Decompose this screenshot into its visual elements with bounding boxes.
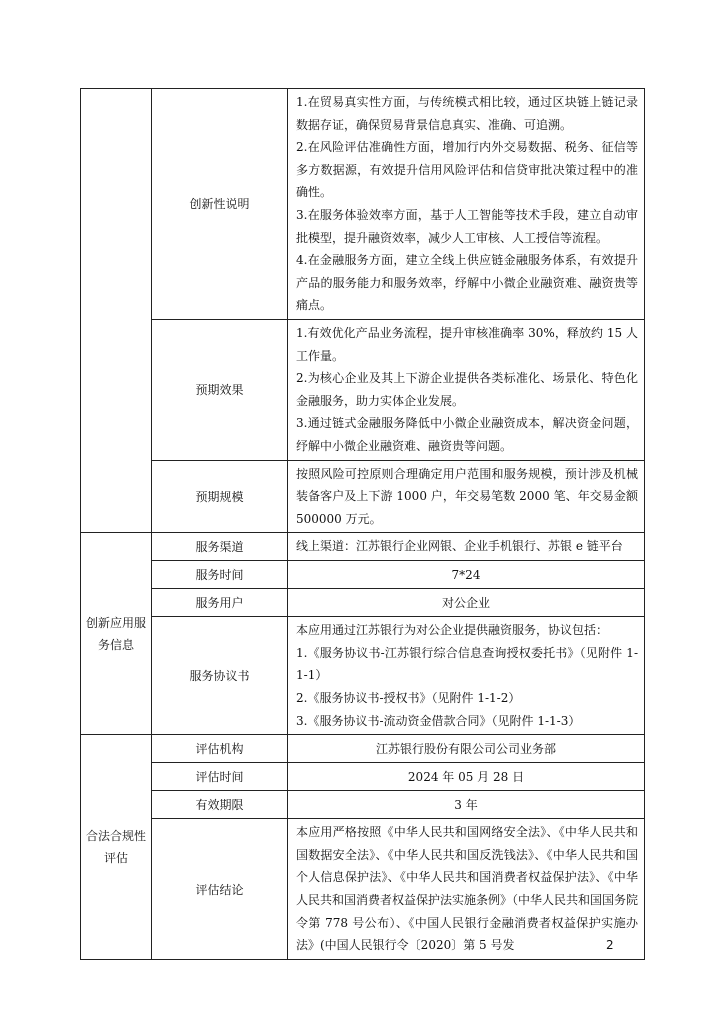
label-agreement: 服务协议书: [152, 617, 288, 735]
row-channel: [81, 533, 645, 561]
section-service-info: 创新应用服务信息: [81, 533, 152, 735]
cell-expected-scale: [288, 460, 645, 533]
paragraph: 本应用通过江苏银行为对公企业提供融资服务，协议包括：: [296, 623, 609, 638]
section-compliance: 合法合规性评估: [81, 735, 152, 960]
label-eval-conclusion: 评估结论: [152, 819, 288, 960]
cell-innovation-desc: [288, 89, 645, 320]
value-channel: 线上渠道：江苏银行企业网银、企业手机银行、苏银 e 链平台: [288, 533, 645, 561]
paragraph: 2.《服务协议书-授权书》（见附件 1-1-2）: [296, 691, 521, 706]
row-service-time: [81, 561, 645, 589]
paragraph: 1.《服务协议书-江苏银行综合信息查询授权委托书》（见附件 1-1-1）: [296, 645, 638, 683]
cell-eval-conclusion: [288, 819, 645, 960]
label-expected-scale: 预期规模: [152, 460, 288, 533]
paragraph: 1.有效优化产品业务流程，提升审核准确率 30%，释放约 15 人工作量。: [296, 325, 638, 363]
info-table: [80, 88, 645, 960]
value-service-users: 对公企业: [288, 589, 645, 617]
label-service-time: 服务时间: [152, 561, 288, 589]
page-number: 2: [606, 938, 614, 952]
label-eval-time: 评估时间: [152, 763, 288, 791]
value-service-time: 7*24: [288, 561, 645, 589]
value-eval-time: 2024 年 05 月 28 日: [288, 763, 645, 791]
paragraph: 本应用严格按照《中华人民共和国网络安全法》、《中华人民共和国数据安全法》、《中华人民共和国反洗钱法》、《中华人民共和国个人信息保护法》、《中华人民共和国消费者权益保护法》、《中华人民共和国消费者权益保护法实施条例》（中华人民共和国国务院令第 778 号公布）、《中国人民银行金融消费者权益保护实施办法》(中国人民银行令〔2020〕第 5 号发: [296, 825, 639, 953]
label-service-users: 服务用户: [152, 589, 288, 617]
row-eval-org: [81, 735, 645, 763]
row-expected-effect: [81, 319, 645, 460]
paragraph: 4.在金融服务方面，建立全线上供应链金融服务体系，有效提升产品的服务能力和服务效率，纾解中小微企业融资难、融资贵等痛点。: [296, 253, 638, 313]
label-eval-org: 评估机构: [152, 735, 288, 763]
label-expected-effect: 预期效果: [152, 319, 288, 460]
value-eval-org: 江苏银行股份有限公司公司业务部: [288, 735, 645, 763]
label-innovation-desc: 创新性说明: [152, 89, 288, 320]
paragraph: 3.《服务协议书-流动资金借款合同》（见附件 1-1-3）: [296, 713, 581, 728]
paragraph: 按照风险可控原则合理确定用户范围和服务规模，预计涉及机械装备客户及上下游 1000 户，年交易笔数 2000 笔、年交易金额 500000 万元。: [296, 466, 638, 526]
cell-agreement: [288, 617, 645, 735]
section-innovation-continued: [81, 89, 152, 533]
row-agreement: [81, 617, 645, 735]
cell-expected-effect: [288, 319, 645, 460]
paragraph: 3.通过链式金融服务降低中小微企业融资成本，解决资金问题，纾解中小微企业融资难、融资贵等问题。: [296, 416, 638, 453]
row-eval-conclusion: [81, 819, 645, 960]
paragraph: 3.在服务体验效率方面，基于人工智能等技术手段，建立自动审批模型，提升融资效率，减少人工审核、人工授信等流程。: [296, 207, 638, 245]
label-channel: 服务渠道: [152, 533, 288, 561]
row-eval-time: [81, 763, 645, 791]
row-innovation-desc: [81, 89, 645, 320]
value-validity: 3 年: [288, 791, 645, 819]
row-validity: [81, 791, 645, 819]
paragraph: 1.在贸易真实性方面，与传统模式相比较，通过区块链上链记录数据存证，确保贸易背景信息真实、准确、可追溯。: [296, 95, 638, 132]
row-service-users: [81, 589, 645, 617]
label-validity: 有效期限: [152, 791, 288, 819]
paragraph: 2.在风险评估准确性方面，增加行内外交易数据、税务、征信等多方数据源，有效提升信用风险评估和信贷审批决策过程中的准确性。: [296, 140, 638, 200]
row-expected-scale: [81, 460, 645, 533]
paragraph: 2.为核心企业及其上下游企业提供各类标准化、场景化、特色化金融服务，助力实体企业发展。: [296, 371, 638, 408]
